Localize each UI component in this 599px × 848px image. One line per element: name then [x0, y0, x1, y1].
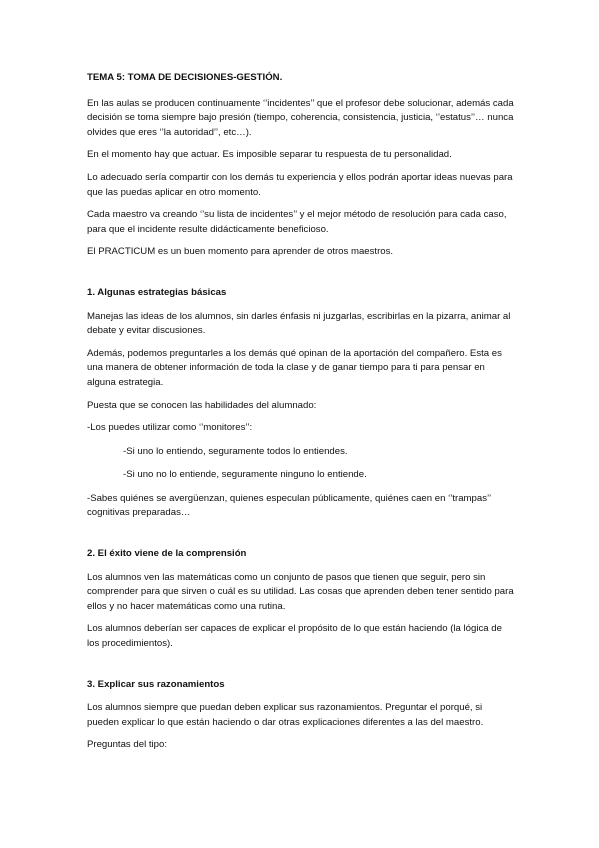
section-1-paragraph-4: -Los puedes utilizar como ‘’monitores’’:	[87, 422, 253, 434]
section-1-heading: 1. Algunas estrategias básicas	[87, 286, 227, 298]
section-1-paragraph-5: -Sabes quiénes se avergüenzan, quienes especulan públicamente, quiénes caen en ‘’trampas’’ cognitivas preparadas…	[87, 492, 491, 519]
section-1-paragraph-3: Puesta que se conocen las habilidades del alumnado:	[87, 399, 317, 411]
document-title: TEMA 5: TOMA DE DECISIONES-GESTIÓN.	[87, 72, 283, 83]
intro-paragraph-4: Cada maestro va creando ‘’su lista de incidentes’’ y el mejor método de resolución para cada caso, para que el incidente resulte didácticamente beneficioso.	[87, 209, 507, 235]
section-3-paragraph-2: Preguntas del tipo:	[87, 739, 168, 751]
section-3-heading: 3. Explicar sus razonamientos	[87, 678, 225, 690]
intro-paragraph-2: En el momento hay que actuar. Es imposible separar tu respuesta de tu personalidad.	[87, 149, 452, 161]
intro-paragraph-1: En las aulas se producen continuamente ‘’incidentes’’ que el profesor debe solucionar, además cada decisión se toma siempre bajo presión (tiempo, coherencia, consistencia, justicia, ‘’estatus’’… nunca olvides que eres ‘’la autoridad’’, etc…).	[87, 97, 514, 138]
section-2-paragraph-2: Los alumnos deberían ser capaces de explicar el propósito de lo que están haciendo (la lógica de los procedimientos).	[87, 623, 502, 650]
section-3-paragraph-1: Los alumnos siempre que puedan deben explicar sus razonamientos. Preguntar el porqué, si pueden explicar lo que están haciendo o dar otras explicaciones diferentes a las del maestro.	[87, 702, 484, 728]
section-2-paragraph-1: Los alumnos ven las matemáticas como un conjunto de pasos que tienen que seguir, pero sin comprender para que sirven o cuál es su utilidad. Las cosas que aprenden deben tener sentido para ellos y no hacer matemáticas como una rutina.	[87, 571, 514, 612]
intro-paragraph-5: El PRACTICUM es un buen momento para aprender de otros maestros.	[87, 246, 394, 258]
section-1-paragraph-2: Además, podemos preguntarles a los demás qué opinan de la aportación del compañero. Esta es una manera de obtener información de toda la clase y de ganar tiempo para ti para pensar en alguna estrategia.	[87, 347, 502, 388]
section-1-indented-item-1: -Si uno lo entiendo, seguramente todos lo entiendes.	[123, 445, 348, 457]
section-1-indented-item-2: -Si uno no lo entiende, seguramente ninguno lo entiende.	[123, 469, 367, 481]
document-body	[87, 64, 515, 753]
intro-paragraph-3: Lo adecuado sería compartir con los demás tu experiencia y ellos podrán aportar ideas nuevas para que las puedas aplicar en otro momento.	[87, 171, 513, 198]
section-1-paragraph-1: Manejas las ideas de los alumnos, sin darles énfasis ni juzgarlas, escribirlas en la pizarra, animar al debate y evitar discusiones.	[87, 310, 511, 337]
section-2-heading: 2. El éxito viene de la comprensión	[87, 548, 247, 560]
